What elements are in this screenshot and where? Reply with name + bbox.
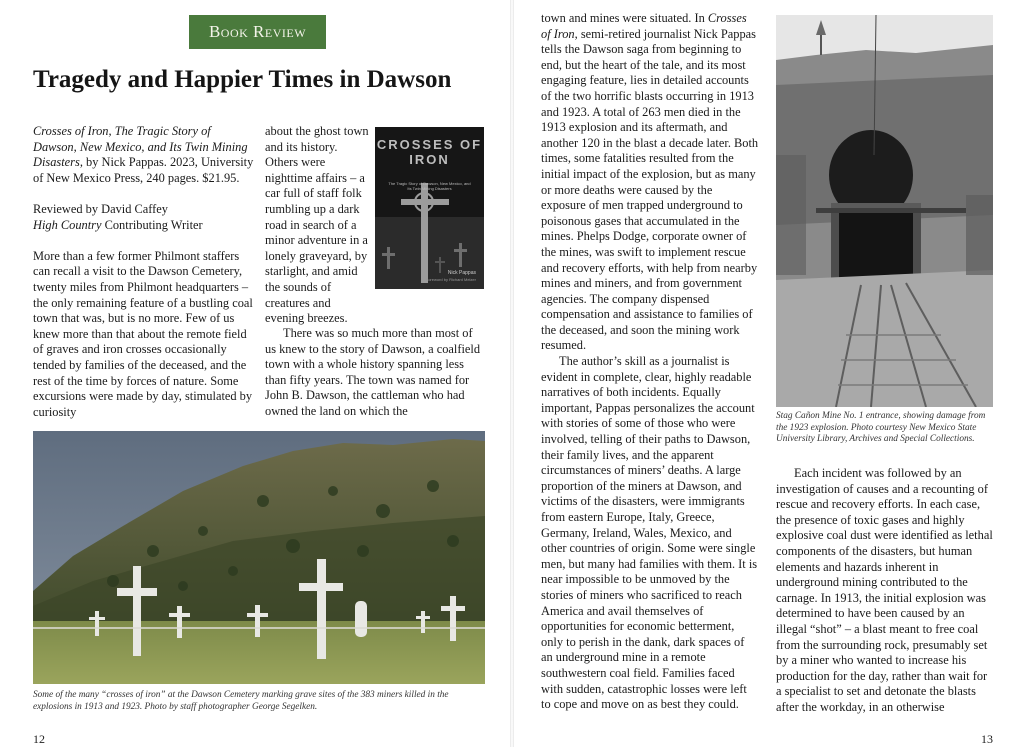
book-citation-details: by Nick Pappas. 2023, University of New Mexico Press, 240 pages. $21.95. <box>33 155 254 185</box>
book-citation <box>33 124 255 186</box>
right-column-1 <box>541 11 759 713</box>
article-title: Tragedy and Happier Times in Dawson <box>33 66 452 93</box>
left-paragraph-1: More than a few former Philmont staffers can recall a visit to the Dawson Cemetery, twenty miles from Philmont headquarters – the only remaining feature of a bustling coal town that was, but is no more. Few of us knew more than that about the remote field of graves and iron crosses occasionally tended by families of the deceased, and the rest of the time by forces of nature. Some excursions were made by day, stimulated by curiosity <box>33 248 253 419</box>
page-number-right: 13 <box>981 732 993 746</box>
cover-author: Nick Pappas <box>447 270 476 276</box>
right-paragraph-1-body: , semi-retired journalist Nick Pappas tells the Dawson saga from beginning to end, but the heart of the tale, and its most engaging feature, lies in detailed accounts of the two horrific blasts occurring in 1913 and 1923. A total of 263 men died in the 1913 explosion and its aftermath, and another 120 in the blast a decade later. Both times, some fatalities resulted from the initial impact of the explosion, but as many or more deaths were caused by the exposure of men trapped underground to poisonous gases that accumulated in the mines. Phelps Dodge, corporate owner of the mines, was swift to implement rescue and recovery efforts, with help from nearby mines and miners, and from government agencies. The company dispensed compensation and assistance to families of the deceased, and soon the mining work resumed. <box>541 26 759 353</box>
book-citation-title: Crosses of Iron, The Tragic Story of Dawson, New Mexico, and Its Twin Mining Disasters, <box>33 124 248 170</box>
right-paragraph-1-lead: town and mines were situated. In <box>541 11 708 25</box>
left-paragraph-2: about the ghost town and its history. Others were nighttime affairs – a car full of staff folk rumbling up a dark road in search of a minor adventure in a lonely graveyard, by starlight, and amid the sounds of creatures and evening breezes. <box>265 124 369 326</box>
byline <box>33 202 255 233</box>
right-column-2 <box>776 466 993 716</box>
section-tag: Book Review <box>189 15 326 49</box>
reviewer-line: Reviewed by David Caffey <box>33 201 168 216</box>
mine-entrance-photo-art <box>776 15 993 407</box>
cover-foreword: Foreword by Richard Melzer <box>425 277 476 282</box>
right-paragraph-2: The author’s skill as a journalist is evident in complete, clear, highly readable narratives of both incidents. Equally important, Pappas personalizes the account with stories of some of those who were involved, telling of their paths to Dawson, their family lives, and the apparent circumstances of miners’ deaths. A large proportion of the miners at Dawson, and victims of the disasters, were immigrants from eastern Europe, Italy, Greece, Germany, Ireland, Wales, Mexico, and other countries of origin. Some were single men, but many had families with them. It is near impossible to be unmoved by the stories of miners who sacrificed to reach America and avail themselves of opportunities for economic betterment, only to perish in the dank, dark spaces of an underground mine in a remote southwestern coal field. Families faced with sudden, catastrophic losses were left to cope and move on as best they could. <box>541 354 758 712</box>
left-paragraph-3: There was so much more than most of us knew to the story of Dawson, a coalfield town with a whole history spanning less than fifty years. The town was named for John B. Dawson, the cattleman who had owned the land on which the <box>265 326 481 418</box>
book-cover-image <box>375 127 484 289</box>
right-paragraph-1-book-title: Crosses of Iron <box>541 11 747 41</box>
left-column-1 <box>33 124 255 420</box>
spine-gutter <box>510 0 514 747</box>
cemetery-photo-art <box>33 431 485 684</box>
cemetery-photo-caption: Some of the many “crosses of iron” at the Dawson Cemetery marking grave sites of the 383 miners killed in the explosions in 1913 and 1923. Photo by staff photographer George Segelken. <box>33 690 449 712</box>
reviewer-role: Contributing Writer <box>101 217 203 232</box>
publication-name: High Country <box>33 217 102 232</box>
right-paragraph-3: Each incident was followed by an investigation of causes and a recounting of rescue and recovery efforts. In each case, the presence of toxic gases and highly explosive coal dust were identified as lethal components of the disasters, but human elements and hazards inherent in underground mining contributed to the carnage. In 1913, the initial explosion was determined to have been caused by an illegal “shot” – a blast meant to free coal from the surrounding rock, presumably set by a miner who wanted to increase his production for the day, rather than wait for a specialist to set and detonate the blasts after the workday, in an otherwise <box>776 466 993 714</box>
mine-entrance-photo <box>776 15 993 407</box>
cover-subtitle: The Tragic Story of Dawson, New Mexico, and Its Twin Mining Disasters <box>388 181 471 191</box>
mine-photo-caption: Stag Cañon Mine No. 1 entrance, showing damage from the 1923 explosion. Photo courtesy New Mexico State University Library, Archives and Special Collections. <box>776 411 986 444</box>
cemetery-photo <box>33 431 485 684</box>
page-number-left: 12 <box>33 732 45 746</box>
left-column-2a <box>265 124 371 327</box>
cover-title: CROSSES OF IRON <box>376 137 483 167</box>
left-column-2b <box>265 326 485 420</box>
right-paragraph-1 <box>541 11 759 354</box>
